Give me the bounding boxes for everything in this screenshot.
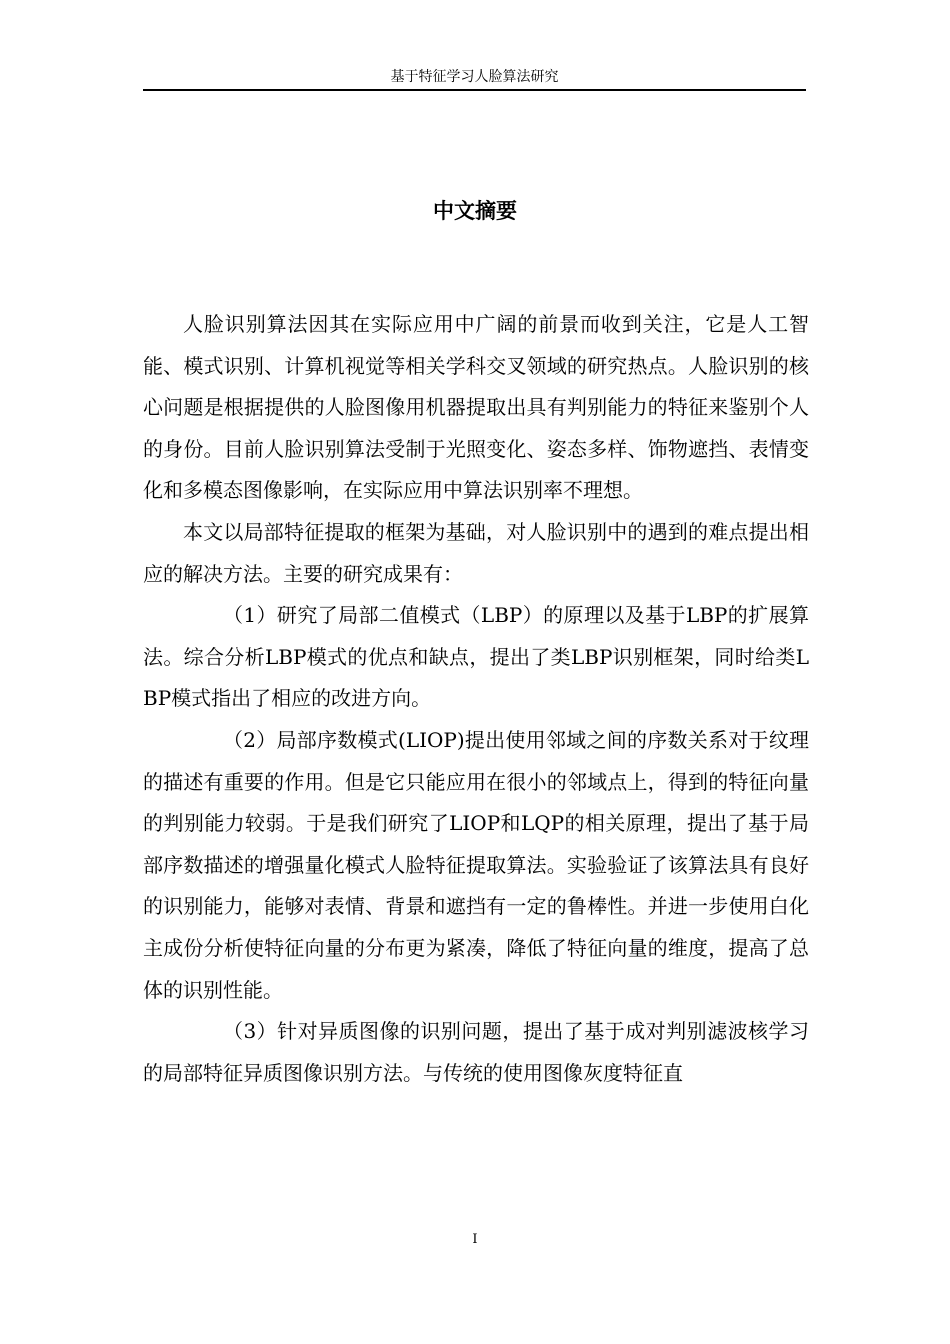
abstract-body — [143, 304, 809, 1094]
contribution-2-paragraph: （2）局部序数模式(LIOP)提出使用邻域之间的序数关系对于纹理的描述有重要的作用。但是它只能应用在很小的邻域点上，得到的特征向量的判别能力较弱。于是我们研究了LIOP和LQP的相关原理，提出了基于局部序数描述的增强量化模式人脸特征提取算法。实验验证了该算法具有良好的识别能力，能够对表情、背景和遮挡有一定的鲁棒性。并进一步使用白化主成份分析使特征向量的分布更为紧凑，降低了特征向量的维度，提高了总体的识别性能。 — [143, 727, 809, 1002]
abstract-title: 中文摘要 — [433, 199, 517, 223]
contribution-3-paragraph: （3）针对异质图像的识别问题，提出了基于成对判别滤波核学习的局部特征异质图像识别方法。与传统的使用图像灰度特征直 — [143, 1019, 809, 1085]
running-title: 基于特征学习人脸算法研究 — [390, 69, 559, 85]
page-number: I — [472, 1232, 478, 1247]
running-header — [143, 68, 806, 91]
contribution-1-paragraph: （1）研究了局部二值模式（LBP）的原理以及基于LBP的扩展算法。综合分析LBP模式的优点和缺点，提出了类LBP识别框架，同时给类LBP模式指出了相应的改进方向。 — [143, 603, 809, 711]
abstract-paragraph-2: 本文以局部特征提取的框架为基础，对人脸识别中的遇到的难点提出相应的解决方法。主要的研究成果有： — [143, 519, 809, 586]
abstract-paragraph-1: 人脸识别算法因其在实际应用中广阔的前景而收到关注，它是人工智能、模式识别、计算机视觉等相关学科交叉领域的研究热点。人脸识别的核心问题是根据提供的人脸图像用机器提取出具有判别能力的特征来鉴别个人的身份。目前人脸识别算法受制于光照变化、姿态多样、饰物遮挡、表情变化和多模态图像影响，在实际应用中算法识别率不理想。 — [143, 312, 809, 503]
